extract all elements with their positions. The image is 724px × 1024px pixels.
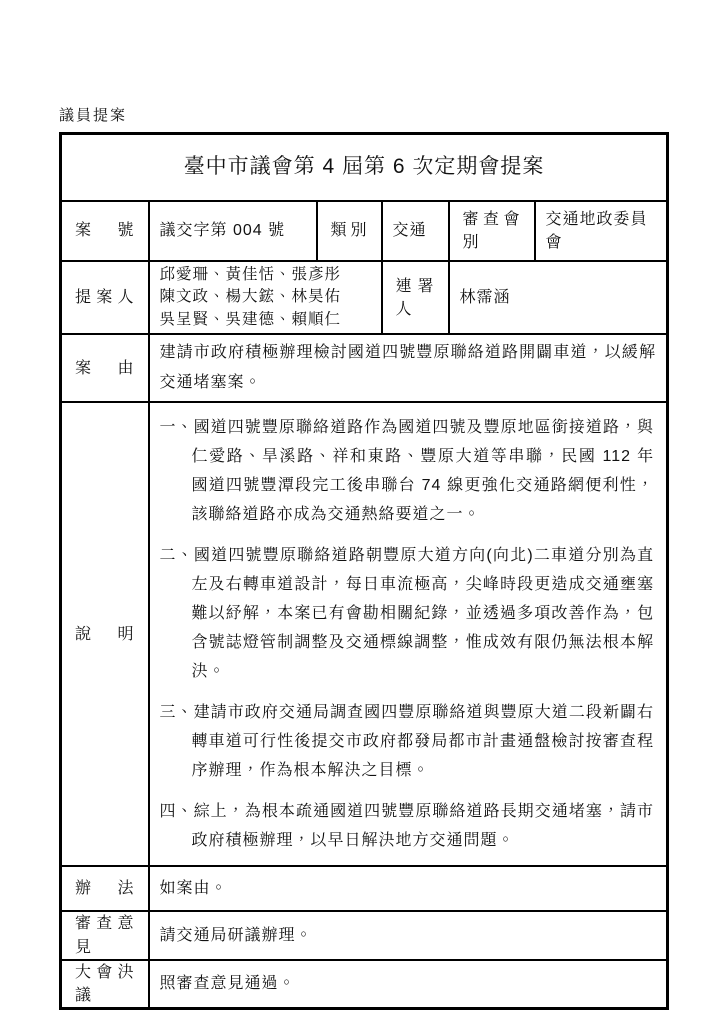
subject-label: 案由 <box>61 334 149 402</box>
explanation-item-text: 綜上，為根本疏通國道四號豐原聯絡道路長期交通堵塞，請市政府積極辦理，以早日解決地方交通問題。 <box>191 803 655 850</box>
assembly-resolution-row <box>61 960 668 1009</box>
proposer-names-line: 陳文政、楊大鋐、林昊佑 <box>159 288 342 306</box>
explanation-item-text: 國道四號豐原聯絡道路作為國道四號及豐原地區銜接道路，與仁愛路、旱溪路、祥和東路、豐原大道等串聯，民國 112 年國道四號豐潭段完工後串聯台 74 線更強化交通路網便利性，該聯絡道路亦成為交通熱絡要道之一。 <box>191 419 655 524</box>
explanation-item-number: 三、 <box>159 704 194 722</box>
subject-value <box>149 334 668 402</box>
method-row <box>61 866 668 911</box>
category-value: 交通 <box>382 201 449 261</box>
cosigner-label: 連署人 <box>382 261 449 334</box>
proposer-row <box>61 261 668 334</box>
cosigner-value: 林霈涵 <box>449 261 668 334</box>
proposal-form-table <box>59 132 669 1010</box>
subject-row <box>61 334 668 402</box>
method-value: 如案由。 <box>149 866 668 911</box>
review-opinion-row <box>61 911 668 959</box>
proposer-names <box>149 261 382 334</box>
category-label: 類別 <box>317 201 382 261</box>
explanation-item-number: 二、 <box>159 547 194 565</box>
case-number-label: 案號 <box>61 201 149 261</box>
explanation-item-number: 四、 <box>159 803 194 821</box>
subject-text: 建請市政府積極辦理檢討國道四號豐原聯絡道路開闢車道，以緩解交通堵塞案。 <box>159 344 657 392</box>
explanation-item-text: 國道四號豐原聯絡道路朝豐原大道方向(向北)二車道分別為直左及右轉車道設計，每日車流極高，尖峰時段更造成交通壅塞難以紓解，本案已有會勘相關紀錄，並透過多項改善作為，包含號誌燈管制調整及交通標線調整，惟成效有限仍無法根本解決。 <box>191 547 655 681</box>
assembly-resolution-label: 大會決議 <box>61 960 149 1009</box>
review-committee-value: 交通地政委員會 <box>535 201 668 261</box>
explanation-content <box>149 402 668 866</box>
method-label: 辦法 <box>61 866 149 911</box>
explanation-item-number: 一、 <box>159 419 194 437</box>
proposer-names-line: 邱愛珊、黃佳恬、張彥彤 <box>159 266 342 283</box>
explanation-item <box>160 698 655 785</box>
review-opinion-value: 請交通局研議辦理。 <box>149 911 668 959</box>
proposer-label: 提案人 <box>61 261 149 334</box>
title-row <box>61 134 668 202</box>
explanation-item <box>160 541 655 686</box>
case-number-row <box>61 201 668 261</box>
doc-type-label: 議員提案 <box>59 107 128 124</box>
explanation-item <box>160 413 655 529</box>
explanation-label: 說明 <box>61 402 149 866</box>
explanation-item <box>160 797 655 855</box>
proposer-names-line: 吳呈賢、吳建德、賴順仁 <box>159 310 342 328</box>
review-opinion-label: 審查意見 <box>61 911 149 959</box>
explanation-item-text: 建請市政府交通局調查國四豐原聯絡道與豐原大道二段新闢右轉車道可行性後提交市政府都發局都市計畫通盤檢討按審查程序辦理，作為根本解決之目標。 <box>191 704 655 780</box>
explanation-row <box>61 402 668 866</box>
review-committee-label: 審查會別 <box>449 201 535 261</box>
case-number-value: 議交字第 004 號 <box>149 201 317 261</box>
assembly-resolution-value: 照審查意見通過。 <box>149 960 668 1009</box>
form-title: 臺中市議會第 4 屆第 6 次定期會提案 <box>61 134 668 202</box>
